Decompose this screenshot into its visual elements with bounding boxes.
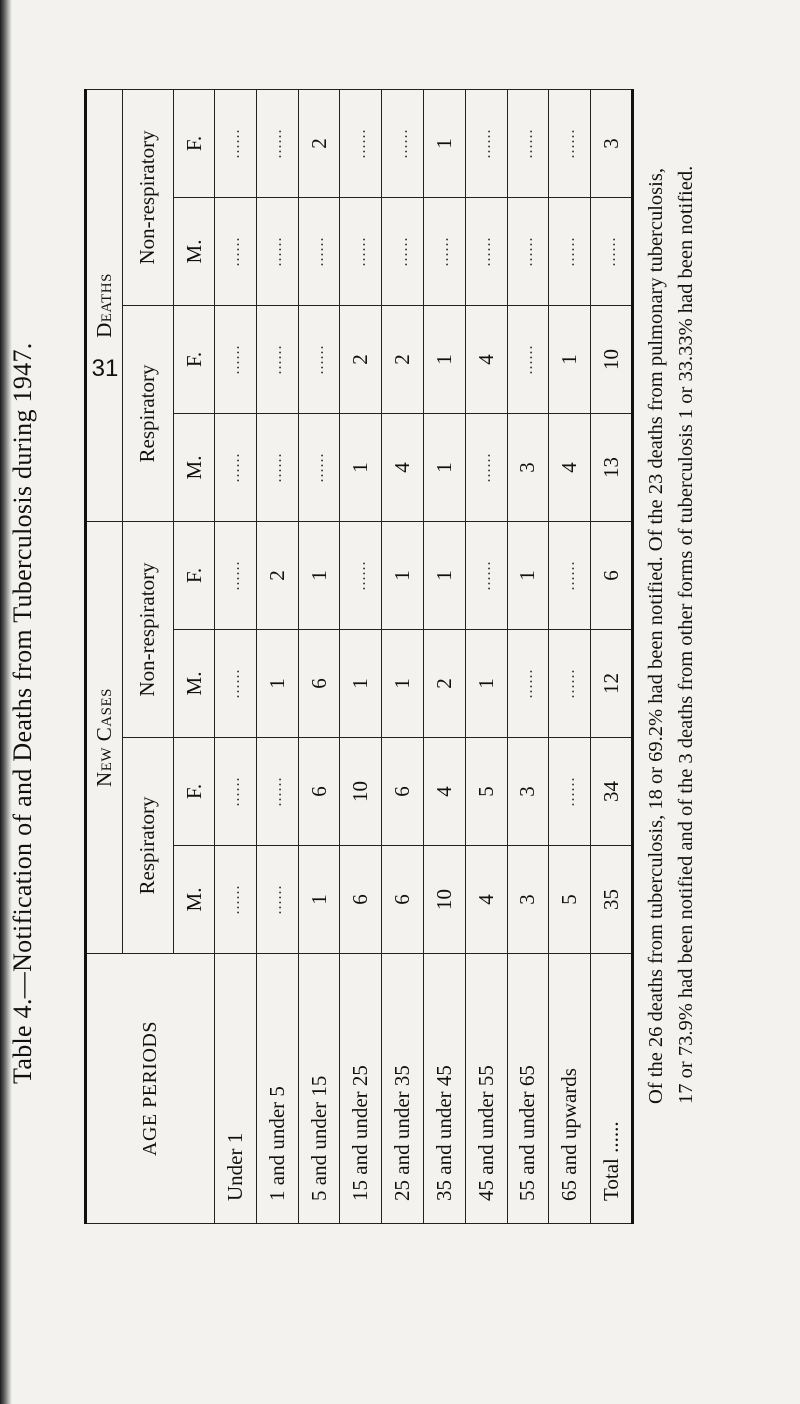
value-cell: 1 [382,522,424,630]
value-cell: ...... [340,522,382,630]
value-cell: 3 [507,738,549,846]
value-cell: 4 [465,846,507,954]
value-cell: ...... [340,89,382,197]
value-cell: 4 [423,738,465,846]
value-cell: ...... [507,198,549,306]
value-cell: 1 [423,522,465,630]
age-period-label: 15 and under 25 [340,954,382,1224]
value-cell: 4 [382,414,424,522]
value-cell: 3 [591,89,633,197]
table-row [298,89,340,1223]
value-cell: 10 [423,846,465,954]
value-cell: ...... [256,738,298,846]
value-cell: 34 [591,738,633,846]
age-periods-header: AGE PERIODS [86,954,215,1224]
sex-header-m: M. [174,414,215,522]
age-period-label: 25 and under 35 [382,954,424,1224]
value-cell: 5 [465,738,507,846]
value-cell: ...... [256,89,298,197]
value-cell: ...... [549,522,591,630]
value-cell: 6 [382,846,424,954]
value-cell: ...... [591,198,633,306]
value-cell: ...... [298,306,340,414]
value-cell: 2 [340,306,382,414]
page-number: 31 [91,355,119,382]
value-cell: ...... [256,414,298,522]
value-cell: ...... [465,198,507,306]
value-cell: ...... [215,630,257,738]
table-row [591,89,633,1223]
age-period-label: 55 and under 65 [507,954,549,1224]
value-cell: 1 [507,522,549,630]
value-cell: 3 [507,414,549,522]
value-cell: 6 [382,738,424,846]
age-period-label: 1 and under 5 [256,954,298,1224]
table-row [507,89,549,1223]
age-period-label: 35 and under 45 [423,954,465,1224]
value-cell: ...... [507,89,549,197]
sex-header-f: F. [174,738,215,846]
value-cell: ...... [340,198,382,306]
value-cell: ...... [549,630,591,738]
value-cell: ...... [256,846,298,954]
value-cell: 6 [340,846,382,954]
value-cell: 6 [298,630,340,738]
value-cell: 1 [340,630,382,738]
value-cell: ...... [215,306,257,414]
value-cell: 1 [423,414,465,522]
value-cell: ...... [215,738,257,846]
sex-header-f: F. [174,522,215,630]
table-row [215,89,257,1223]
table-title: Table 4.—Notification of and Deaths from Tuberculosis during 1947. [8,342,37,1084]
table-row [549,89,591,1223]
nc-respiratory-header: Respiratory [122,738,173,954]
value-cell: ...... [256,198,298,306]
value-cell: ...... [215,198,257,306]
value-cell: ...... [549,198,591,306]
value-cell: 4 [465,306,507,414]
value-cell: ...... [465,414,507,522]
value-cell: 5 [549,846,591,954]
value-cell: 1 [549,306,591,414]
nc-non-respiratory-header: Non-respiratory [122,522,173,738]
new-cases-header: New Cases [86,522,123,954]
sex-header-f: F. [174,306,215,414]
value-cell: 1 [423,306,465,414]
value-cell: 2 [256,522,298,630]
sex-header-f: F. [174,89,215,197]
table-row [340,89,382,1223]
value-cell: ...... [298,198,340,306]
age-period-label: Under 1 [215,954,257,1224]
age-period-label: 65 and upwards [549,954,591,1224]
value-cell: 1 [423,89,465,197]
value-cell: 6 [298,738,340,846]
value-cell: ...... [215,89,257,197]
value-cell: 13 [591,414,633,522]
sex-header-m: M. [174,630,215,738]
value-cell: 4 [549,414,591,522]
footnote-line-2: 17 or 73.9% had been notified and of the 3 deaths from other forms of tuberculosis 1 or 33.33% had been notified. [675,165,697,1104]
value-cell: ...... [465,89,507,197]
d-non-respiratory-header: Non-respiratory [122,89,173,305]
sex-header-m: M. [174,198,215,306]
footnote-line-1: Of the 26 deaths from tuberculosis, 18 or 69.2% had been notified. Of the 23 deaths from pulmonary tuberculosis, [645,168,667,1104]
table-row [423,89,465,1223]
value-cell: 1 [340,414,382,522]
table-row [256,89,298,1223]
value-cell: 6 [591,522,633,630]
value-cell: ...... [382,198,424,306]
value-cell: ...... [507,306,549,414]
age-period-label: 45 and under 55 [465,954,507,1224]
value-cell: 2 [423,630,465,738]
age-period-label: Total ...... [591,954,633,1224]
value-cell: ...... [298,414,340,522]
value-cell: 2 [382,306,424,414]
value-cell: 1 [256,630,298,738]
tuberculosis-table [84,89,634,1224]
value-cell: ...... [382,89,424,197]
table-row [382,89,424,1223]
value-cell: 1 [465,630,507,738]
value-cell: ...... [423,198,465,306]
table-row [465,89,507,1223]
value-cell: ...... [215,522,257,630]
value-cell: ...... [215,414,257,522]
sex-header-m: M. [174,846,215,954]
value-cell: 1 [298,846,340,954]
value-cell: ...... [215,846,257,954]
value-cell: ...... [465,522,507,630]
age-period-label: 5 and under 15 [298,954,340,1224]
value-cell: 10 [340,738,382,846]
value-cell: ...... [549,89,591,197]
value-cell: 10 [591,306,633,414]
value-cell: 1 [298,522,340,630]
value-cell: ...... [256,306,298,414]
value-cell: 1 [382,630,424,738]
d-respiratory-header: Respiratory [122,306,173,522]
value-cell: ...... [507,630,549,738]
value-cell: ...... [549,738,591,846]
value-cell: 3 [507,846,549,954]
value-cell: 35 [591,846,633,954]
value-cell: 12 [591,630,633,738]
deaths-header: Deaths [86,89,123,521]
value-cell: 2 [298,89,340,197]
